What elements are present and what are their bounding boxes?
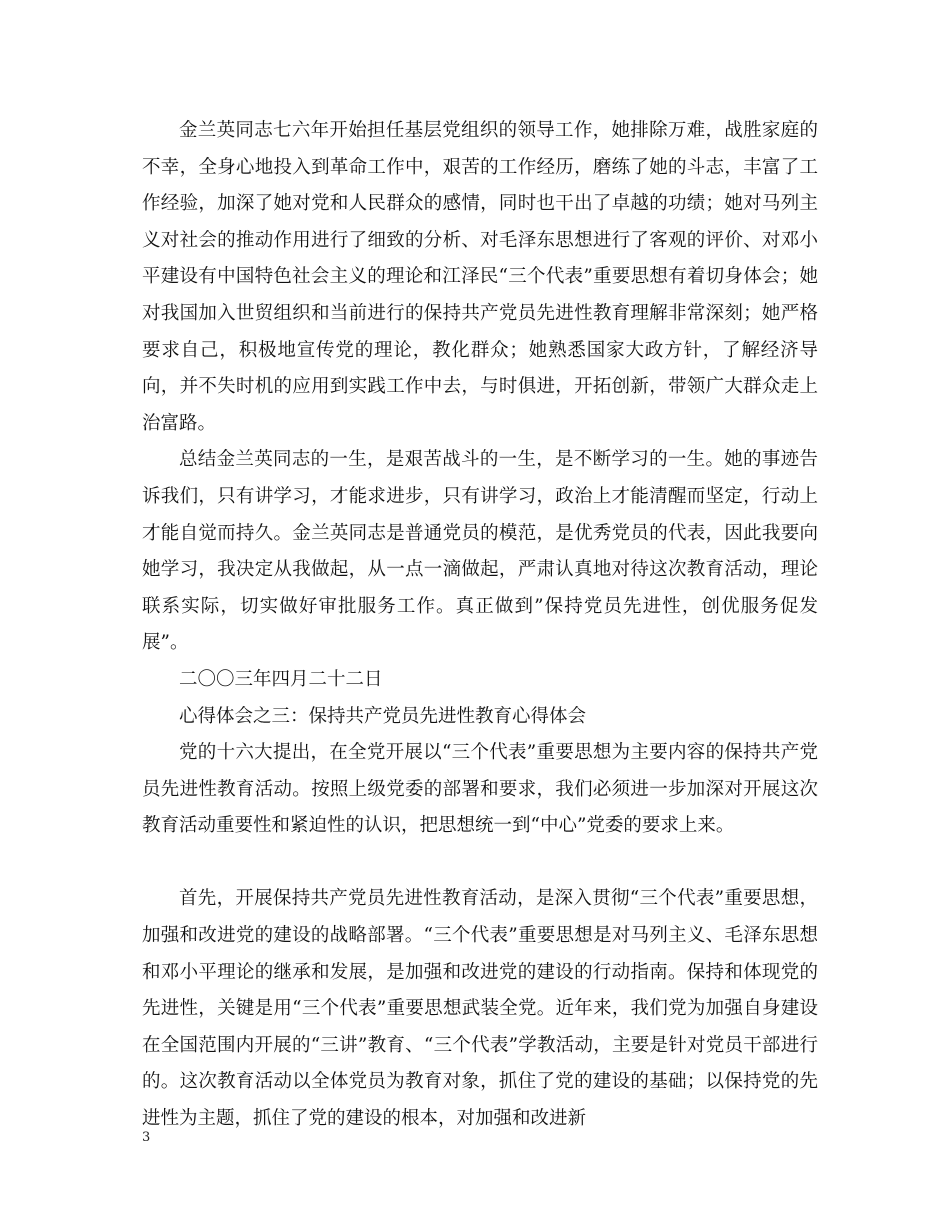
paragraph-sixteenth-congress: 党的十六大提出，在全党开展以“三个代表”重要思想为主要内容的保持共产党员先进性教育活动。按照上级党委的部署和要求，我们必须进一步加深对开展这次教育活动重要性和紧迫性的认识，把思想统一到“中心”党委的要求上来。 — [142, 742, 818, 837]
date-line: 二〇〇三年四月二十二日 — [179, 668, 383, 690]
paragraph-first: 首先，开展保持共产党员先进性教育活动，是深入贯彻“三个代表”重要思想，加强和改进党的建设的战略部署。“三个代表”重要思想是对马列主义、毛泽东思想和邓小平理论的继承和发展，是加强和改进党的建设的行动指南。保持和体现党的先进性，关键是用“三个代表”重要思想武装全党。近年来，我们党为加强自身建设在全国范围内开展的“三讲”教育、“三个代表”学教活动，主要是针对党员干部进行的。这次教育活动以全体党员为教育对象，抓住了党的建设的基础；以保持党的先进性为主题，抓住了党的建设的根本，对加强和改进新 — [142, 888, 818, 1130]
section-heading: 心得体会之三：保持共产党员先进性教育心得体会 — [179, 705, 587, 727]
page-number: 3 — [142, 1130, 151, 1145]
paragraph-jin-lanying-work: 金兰英同志七六年开始担任基层党组织的领导工作，她排除万难，战胜家庭的不幸，全身心地投入到革命工作中，艰苦的工作经历，磨练了她的斗志，丰富了工作经验，加深了她对党和人民群众的感情，同时也干出了卓越的功绩；她对马列主义对社会的推动作用进行了细致的分析、对毛泽东思想进行了客观的评价、对邓小平建设有中国特色社会主义的理论和江泽民“三个代表”重要思想有着切身体会；她对我国加入世贸组织和当前进行的保持共产党员先进性教育理解非常深刻；她严格要求自己，积极地宣传党的理论，教化群众；她熟悉国家大政方针，了解经济导向，并不失时机的应用到实践工作中去，与时俱进，开拓创新，带领广大群众走上治富路。 — [142, 120, 818, 434]
paragraph-summary: 总结金兰英同志的一生，是艰苦战斗的一生，是不断学习的一生。她的事迹告诉我们，只有讲学习，才能求进步，只有讲学习，政治上才能清醒而坚定，行动上才能自觉而持久。金兰英同志是普通党员的模范，是优秀党员的代表，因此我要向她学习，我决定从我做起，从一点一滴做起，严肃认真地对待这次教育活动，理论联系实际，切实做好审批服务工作。真正做到”保持党员先进性，创优服务促发展”。 — [142, 449, 818, 654]
document-body — [142, 113, 818, 1138]
